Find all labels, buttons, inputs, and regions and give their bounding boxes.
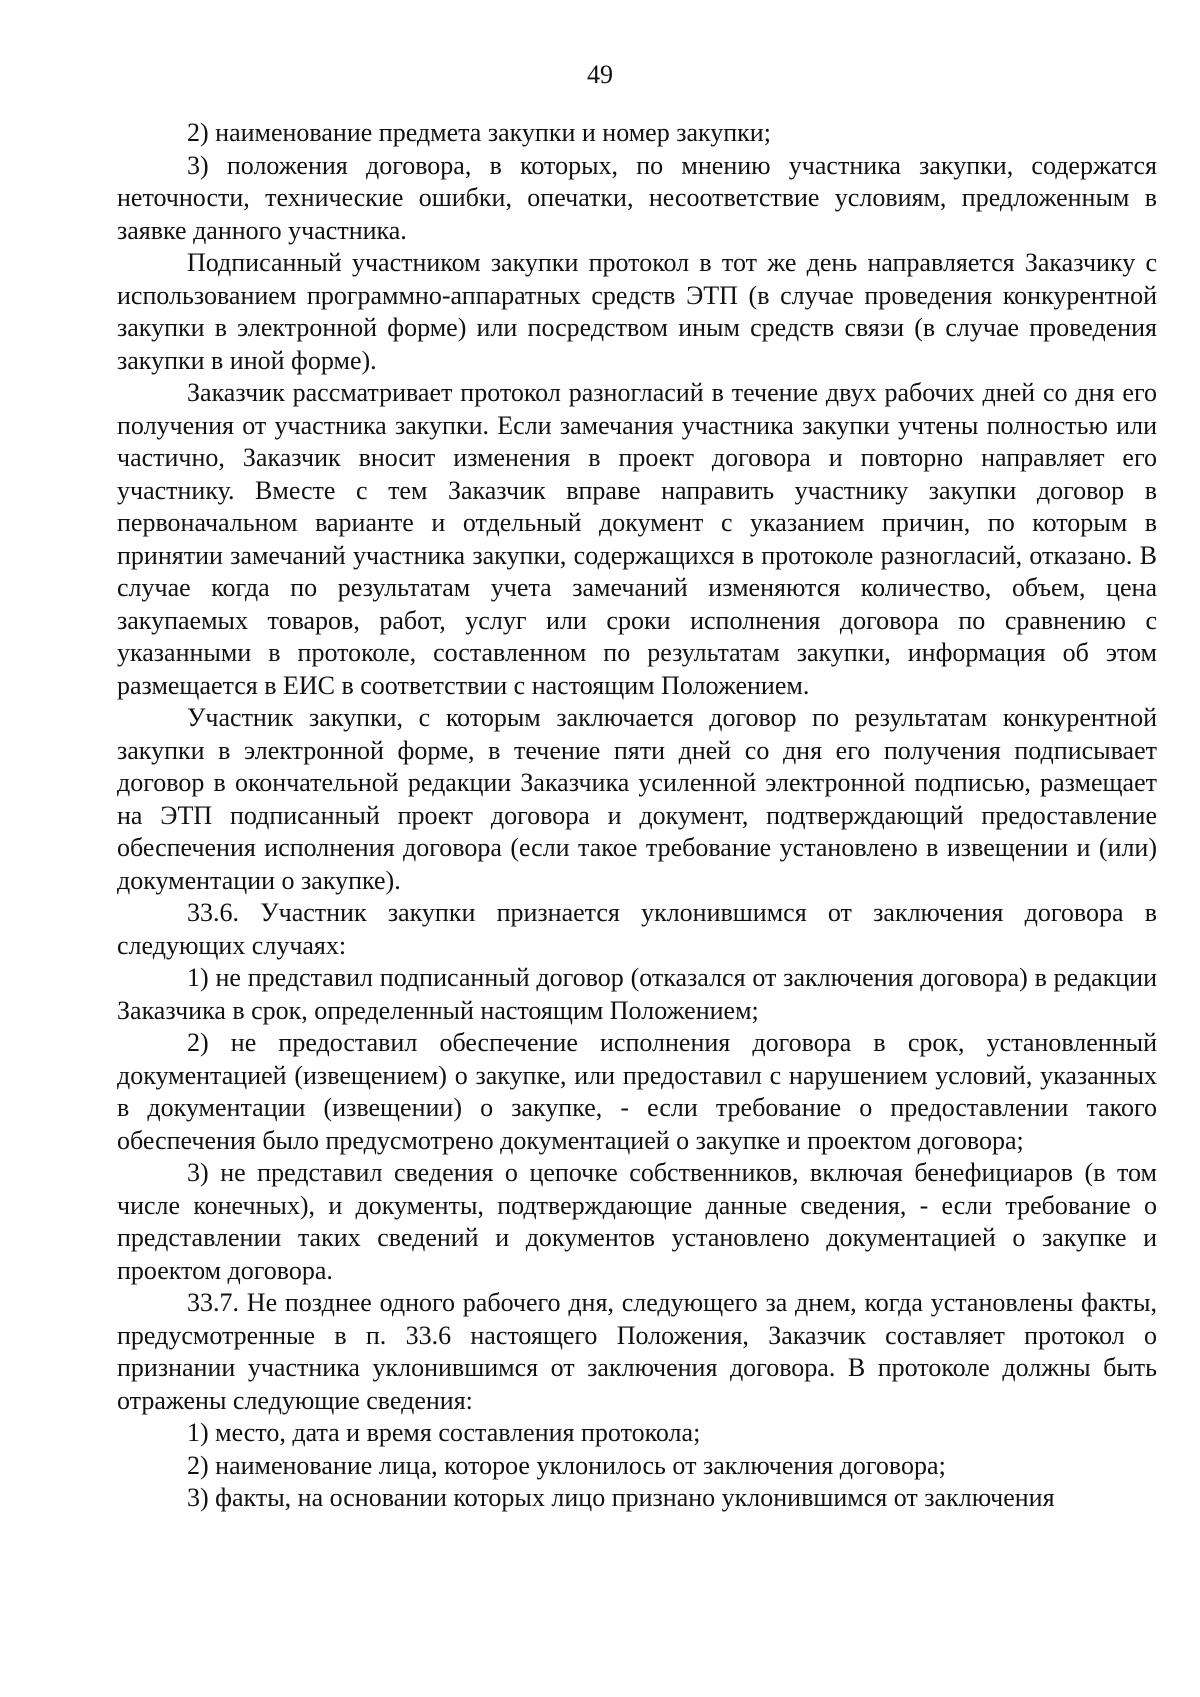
paragraph: 3) не представил сведения о цепочке собственников, включая бенефициаров (в том числе конечных), и документы, подтверждающие данные сведения, - если требование о представлении таких сведений и документов установлено документацией о закупке и проектом договора. [117,1158,1157,1285]
paragraph: 1) место, дата и время составления протокола; [187,1418,701,1447]
paragraph: 3) факты, на основании которых лицо признано уклонившимся от заключения [187,1483,1055,1512]
paragraph: Заказчик рассматривает протокол разногласий в течение двух рабочих дней со дня его получения от участника закупки. Если замечания участника закупки учтены полностью или частично, Заказчик вносит изменения в проект договора и повторно направляет его участнику. Вместе с тем Заказчик вправе направить участнику закупки договор в первоначальном варианте и отдельный документ с указанием причин, по которым в принятии замечаний участника закупки, содержащихся в протоколе разногласий, отказано. В случае когда по результатам учета замечаний изменяются количество, объем, цена закупаемых товаров, работ, услуг или сроки исполнения договора по сравнению с указанными в протоколе, составленном по результатам закупки, информация об этом размещается в ЕИС в соответствии с настоящим Положением. [117,378,1157,700]
paragraph: 33.6. Участник закупки признается уклонившимся от заключения договора в следующих случаях: [117,898,1157,960]
paragraph: 1) не представил подписанный договор (отказался от заключения договора) в редакции Заказчика в срок, определенный настоящим Положением; [117,963,1157,1025]
paragraph: 2) не предоставил обеспечение исполнения договора в срок, установленный документацией (извещением) о закупке, или предоставил с нарушением условий, указанных в документации (извещении) о закупке, - если требование о предоставлении такого обеспечения было предусмотрено документацией о закупке и проектом договора; [117,1028,1157,1155]
paragraph: Подписанный участником закупки протокол в тот же день направляется Заказчику с использованием программно-аппаратных средств ЭТП (в случае проведения конкурентной закупки в электронной форме) или посредством иным средств связи (в случае проведения закупки в иной форме). [117,248,1157,375]
paragraph: 3) положения договора, в которых, по мнению участника закупки, содержатся неточности, технические ошибки, опечатки, несоответствие условиям, предложенным в заявке данного участника. [117,150,1157,245]
paragraph: 2) наименование лица, которое уклонилось от заключения договора; [187,1450,946,1480]
page-number: 49 [587,60,613,89]
document-body [117,117,1157,1515]
paragraph: Участник закупки, с которым заключается договор по результатам конкурентной закупки в электронной форме, в течение пяти дней со дня его получения подписывает договор в окончательной редакции Заказчика усиленной электронной подписью, размещает на ЭТП подписанный проект договора и документ, подтверждающий предоставление обеспечения исполнения договора (если такое требование установлено в извещении и (или) документации о закупке). [117,703,1157,895]
paragraph: 33.7. Не позднее одного рабочего дня, следующего за днем, когда установлены факты, предусмотренные в п. 33.6 настоящего Положения, Заказчик составляет протокол о признании участника уклонившимся от заключения договора. В протоколе должны быть отражены следующие сведения: [117,1288,1157,1415]
paragraph: 2) наименование предмета закупки и номер закупки; [187,118,771,147]
